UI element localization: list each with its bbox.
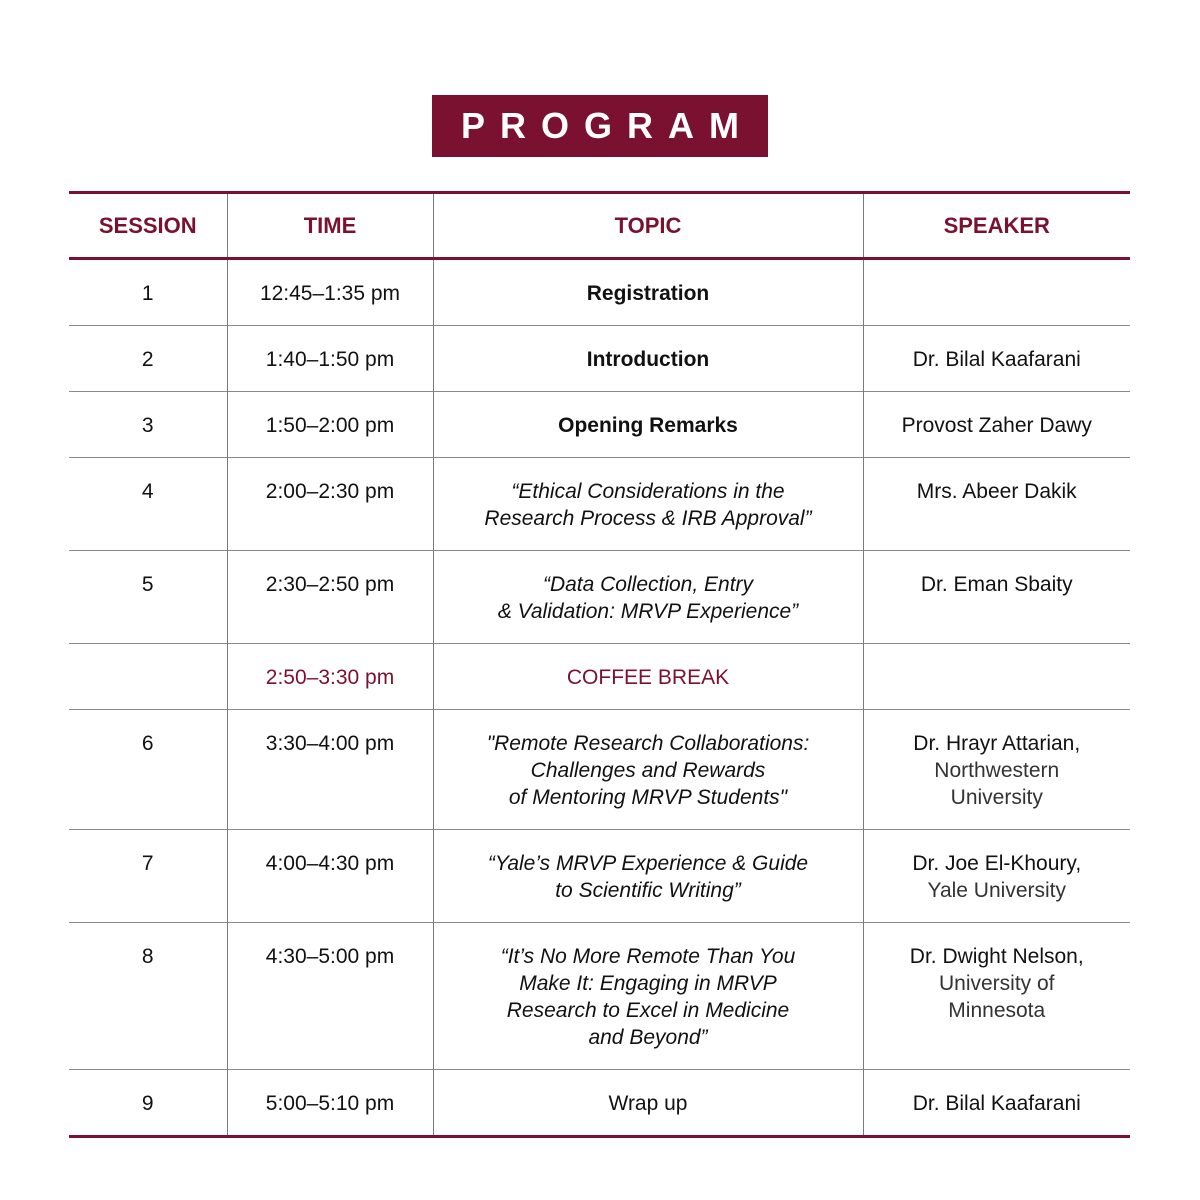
session-topic <box>433 830 863 923</box>
speaker-affiliation: Minnesota <box>948 999 1046 1022</box>
session-topic: Opening Remarks <box>433 392 863 458</box>
topic-line: “It’s No More Remote Than You <box>500 945 796 968</box>
topic-line: “Ethical Considerations in the <box>511 480 785 503</box>
session-number: 1 <box>141 282 154 305</box>
topic-line: Challenges and Rewards <box>530 759 766 782</box>
session-speaker <box>863 644 1130 710</box>
session-time: 4:00–4:30 pm <box>227 830 433 923</box>
session-speaker <box>863 830 1130 923</box>
speaker-affiliation: Yale University <box>927 879 1066 902</box>
session-speaker <box>863 923 1130 1070</box>
session-number: 8 <box>141 945 154 968</box>
header-speaker: SPEAKER <box>863 193 1130 259</box>
session-speaker: Dr. Bilal Kaafarani <box>863 326 1130 392</box>
topic-line: Research to Excel in Medicine <box>506 999 790 1022</box>
speaker-name: Dr. Joe El-Khoury, <box>912 852 1082 875</box>
speaker-affiliation: University of <box>938 972 1055 995</box>
table-row <box>69 923 1130 1070</box>
table-row <box>69 392 1130 458</box>
session-number: 5 <box>141 573 154 596</box>
session-topic: COFFEE BREAK <box>433 644 863 710</box>
table-row <box>69 259 1130 326</box>
session-time: 4:30–5:00 pm <box>227 923 433 1070</box>
session-speaker: Provost Zaher Dawy <box>863 392 1130 458</box>
session-topic <box>433 458 863 551</box>
session-speaker: Dr. Bilal Kaafarani <box>863 1070 1130 1137</box>
session-topic: Wrap up <box>433 1070 863 1137</box>
speaker-name: Dr. Dwight Nelson, <box>909 945 1084 968</box>
speaker-affiliation: University <box>950 786 1043 809</box>
session-number <box>69 644 227 710</box>
session-number: 2 <box>141 348 154 371</box>
session-number: 9 <box>141 1092 154 1115</box>
session-number: 3 <box>141 414 154 437</box>
table-row <box>69 551 1130 644</box>
session-time: 5:00–5:10 pm <box>227 1070 433 1137</box>
table-row <box>69 710 1130 830</box>
topic-line: and Beyond” <box>588 1026 708 1049</box>
session-time: 2:00–2:30 pm <box>227 458 433 551</box>
topic-line: “Data Collection, Entry <box>542 573 754 596</box>
session-time: 2:50–3:30 pm <box>227 644 433 710</box>
program-title: PROGRAM <box>432 95 768 157</box>
table-row <box>69 326 1130 392</box>
session-topic <box>433 710 863 830</box>
session-time: 12:45–1:35 pm <box>227 259 433 326</box>
session-speaker: Mrs. Abeer Dakik <box>863 458 1130 551</box>
session-time: 1:50–2:00 pm <box>227 392 433 458</box>
topic-line: Research Process & IRB Approval” <box>484 507 812 530</box>
header-time: TIME <box>227 193 433 259</box>
session-topic: Introduction <box>433 326 863 392</box>
header-topic: TOPIC <box>433 193 863 259</box>
session-speaker <box>863 710 1130 830</box>
session-topic <box>433 923 863 1070</box>
session-speaker: Dr. Eman Sbaity <box>863 551 1130 644</box>
speaker-affiliation: Northwestern <box>934 759 1060 782</box>
header-session: SESSION <box>98 212 197 238</box>
session-speaker <box>863 259 1130 326</box>
session-time: 3:30–4:00 pm <box>227 710 433 830</box>
session-time: 2:30–2:50 pm <box>227 551 433 644</box>
session-topic: Registration <box>433 259 863 326</box>
table-row <box>69 458 1130 551</box>
session-number: 7 <box>141 852 154 875</box>
topic-line: of Mentoring MRVP Students" <box>508 786 788 809</box>
table-row <box>69 1070 1130 1137</box>
program-table <box>69 191 1130 1138</box>
speaker-name: Dr. Hrayr Attarian, <box>913 732 1081 755</box>
session-number: 4 <box>141 480 154 503</box>
topic-line: & Validation: MRVP Experience” <box>497 600 799 623</box>
topic-line: Make It: Engaging in MRVP <box>519 972 777 995</box>
session-topic <box>433 551 863 644</box>
topic-line: “Yale’s MRVP Experience & Guide <box>487 852 809 875</box>
topic-line: "Remote Research Collaborations: <box>486 732 810 755</box>
topic-line: to Scientific Writing” <box>555 879 741 902</box>
session-time: 1:40–1:50 pm <box>227 326 433 392</box>
coffee-break-row <box>69 644 1130 710</box>
table-header-row <box>69 193 1130 259</box>
table-row <box>69 830 1130 923</box>
session-number: 6 <box>141 732 154 755</box>
